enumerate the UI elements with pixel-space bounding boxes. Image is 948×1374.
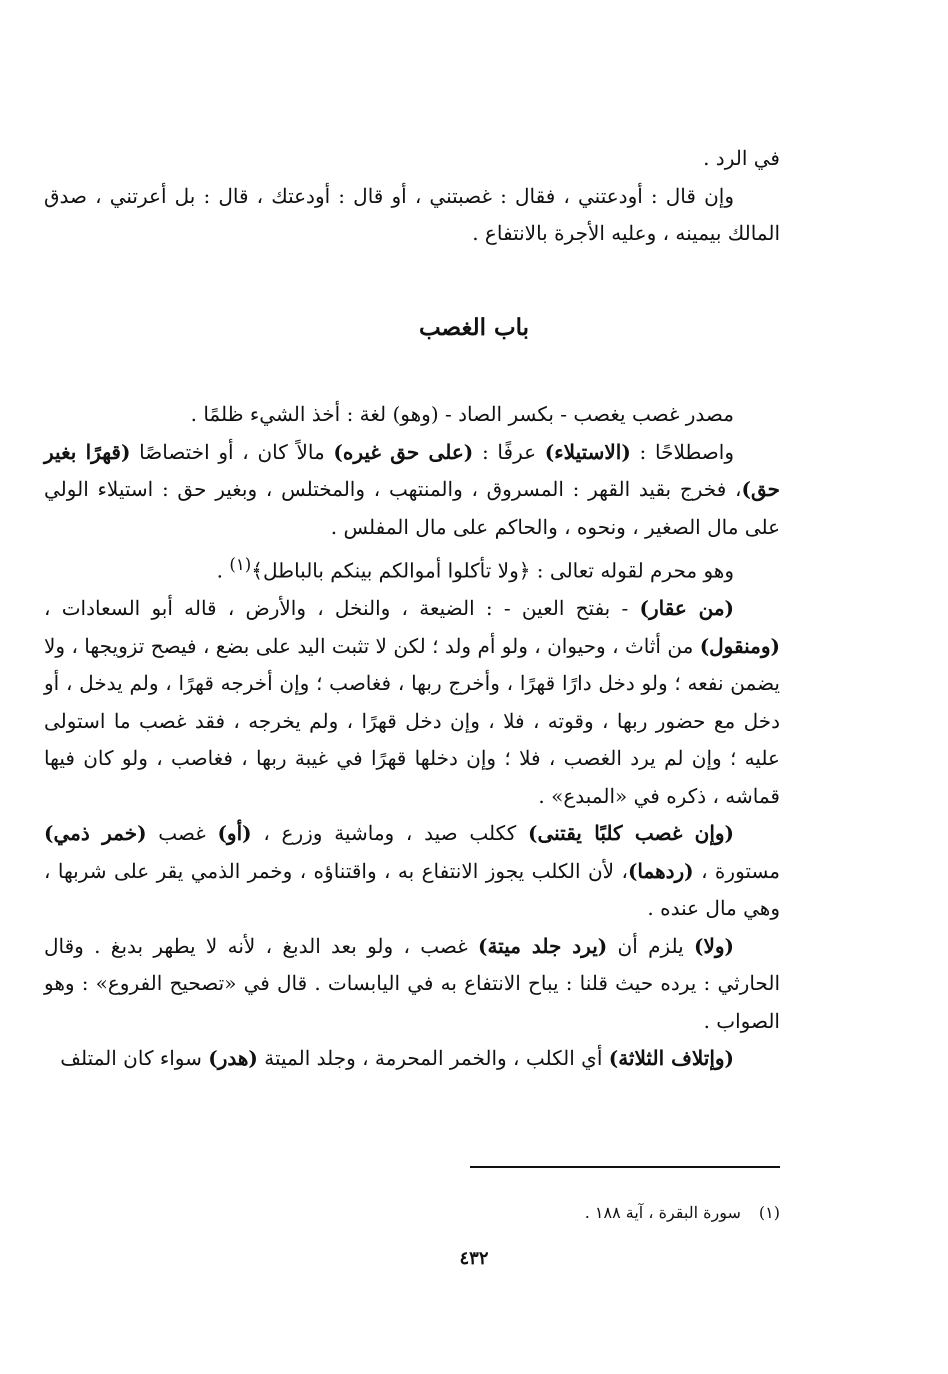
paragraph-quran-prohibition: وهو محرم لقوله تعالى : ﴿ولا تأكلوا أموالكم بينكم بالباطل﴾$^{(١)}$ . <box>216 555 734 583</box>
term-qahran-bighayr-haqq: (قهرًا بغير حق) <box>44 439 780 501</box>
term-raddahuma: (ردهما) <box>627 858 694 883</box>
footnote-text: سورة البقرة ، آية ١٨٨ . <box>584 1203 741 1222</box>
main-text <box>44 396 780 1078</box>
term-min-aqar: (من عقار) <box>639 596 734 621</box>
paragraph-linguistic-definition: مصدر غصب يغصب - بكسر الصاد - (وهو) لغة : أخذ الشيء ظلمًا . <box>190 402 734 426</box>
term-itlaf-al-thalatha: (وإتلاف الثلاثة) <box>608 1046 734 1071</box>
term-yarudd-jild-mayta: (يرد جلد ميتة) <box>477 933 608 958</box>
term-khamr-dhimmi: (خمر ذمي) <box>44 821 147 846</box>
term-kalban-yuqtana: (وإن غصب كلبًا يقتنى) <box>527 821 735 846</box>
paragraph-real-and-movable-property: (من عقار) - بفتح العين - : الضيعة ، والنخل ، والأرض ، قاله أبو السعادات ، (ومنقول) من أثاث ، وحيوان ، ولو أم ولد ؛ لكن لا تثبت اليد على بضع ، فيصح تزويجها ، ولا يضمن نفعه ؛ ولو دخل دارًا قهرًا ، وأخرج ربها ، فغاصب ؛ وإن أخرجه قهرًا ، ولم يدخل ، أو دخل مع حضور ربها ، وقوته ، فلا ، وإن دخل قهرًا ، ولم يخرجه ، فقد غصب ما استولى عليه ؛ وإن لم يرد الغصب ، فلا ؛ وإن دخلها قهرًا في غيبة ربها ، فغاصب ، ولو كان فيها قماشه ، ذكره في «المبدع» . <box>44 596 780 808</box>
footnote <box>44 1200 780 1226</box>
paragraph-carcass-hide: (ولا) يلزم أن (يرد جلد ميتة) غصب ، ولو بعد الدبغ ، لأنه لا يطهر بدبغ . وقال الحارثي : يرده حيث قلنا : يباح الانتفاع به في اليابسات . قال في «تصحيح الفروع» : وهو الصواب . <box>44 933 780 1033</box>
term-hadar: (هدر) <box>208 1046 258 1071</box>
paragraph-destruction-of-three: (وإتلاف الثلاثة) أي الكلب ، والخمر المحرمة ، وجلد الميتة (هدر) سواء كان المتلف <box>60 1046 734 1071</box>
page-number: ٤٣٢ <box>459 1248 489 1269</box>
footnote-separator <box>470 1166 780 1168</box>
term-istila: (الاستيلاء) <box>544 439 631 464</box>
term-wala: (ولا) <box>694 933 734 958</box>
line-fi-al-radd: في الرد . <box>703 146 780 170</box>
term-aw: (أو) <box>217 821 252 846</box>
term-ala-haqq-ghayrih: (على حق غيره) <box>333 439 474 464</box>
footnote-number: (١) <box>758 1203 780 1222</box>
top-section <box>44 140 780 253</box>
chapter-heading: باب الغصب <box>418 314 530 341</box>
paragraph-dog-and-wine: (وإن غصب كلبًا يقتنى) ككلب صيد ، وماشية وزرع ، (أو) غصب (خمر ذمي) مستورة ، (ردهما)، لأن الكلب يجوز الانتفاع به ، واقتناؤه ، وخمر الذمي يقر على شربها ، وهي مال عنده . <box>44 821 780 921</box>
paragraph-deposit-claim: وإن قال : أودعتني ، فقال : غصبتني ، أو قال : أودعتك ، قال : بل أعرتني ، صدق المالك بيمينه ، وعليه الأجرة بالانتفاع . <box>44 183 780 245</box>
paragraph-technical-definition: واصطلاحًا : (الاستيلاء) عرفًا : (على حق غيره) مالاً كان ، أو اختصاصًا (قهرًا بغير حق)، فخرج بقيد القهر : المسروق ، والمنتهب ، والمختلس ، وبغير حق : استيلاء الولي على مال الصغير ، ونحوه ، والحاكم على مال المفلس . <box>44 439 780 539</box>
term-wa-manqul: (ومنقول) <box>699 633 780 658</box>
footnote-reference: (١) <box>229 555 252 574</box>
